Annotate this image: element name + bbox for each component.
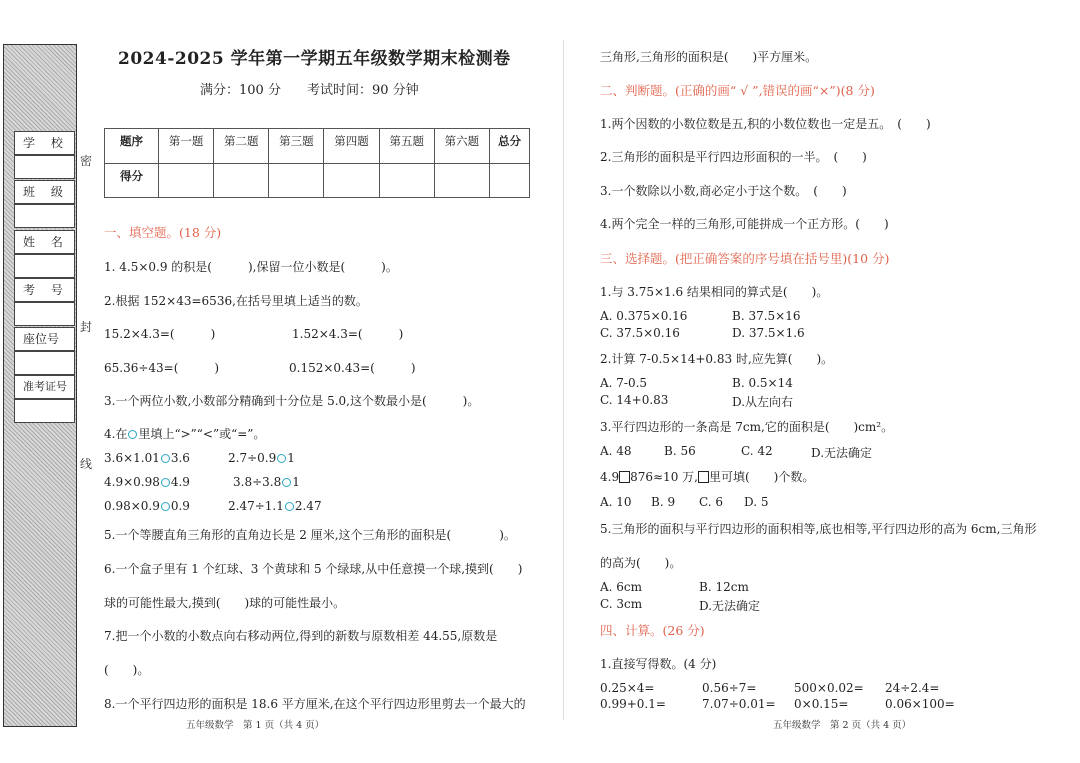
name-field[interactable] [14, 254, 75, 278]
choice-2-option-a: A. 7-0.5 [600, 376, 648, 390]
score-table-header-row [105, 129, 530, 164]
score-header-cell: 第五题 [379, 129, 434, 164]
compare-right: 3.6 [170, 451, 190, 465]
compare-left: 3.8÷3.8 [233, 475, 282, 489]
calc-1-heading: 1.直接写得数。(4 分) [600, 657, 717, 671]
compare-right: 1 [292, 475, 300, 489]
section-fill-blank-heading: 一、填空题。(18 分) [104, 225, 222, 240]
exam-number-field[interactable] [14, 302, 75, 326]
section-judge-heading: 二、判断题。(正确的画“ √ ”,错误的画“×”)(8 分) [600, 83, 875, 98]
score-table [104, 128, 530, 198]
choice-5-option-a: A. 6cm [600, 580, 643, 594]
calc-item: 0.25×4= [600, 681, 655, 695]
score-row-label: 得分 [105, 163, 159, 198]
binding-strip [3, 44, 77, 727]
choice-1-option-c: C. 37.5×0.16 [600, 326, 680, 340]
school-field[interactable] [14, 155, 75, 179]
question-2b: 1.52×4.3=( ) [292, 327, 404, 341]
judge-2: 2.三角形的面积是平行四边形面积的一半。 ( ) [600, 150, 867, 164]
choice-2: 2.计算 7-0.5×14+0.83 时,应先算( )。 [600, 352, 834, 366]
compare-item-4 [233, 475, 300, 489]
compare-item-5 [104, 499, 190, 513]
compare-circle-icon[interactable] [282, 478, 291, 487]
admission-field[interactable] [14, 399, 75, 423]
exam-subtitle: 满分：100 分 考试时间：90 分钟 [200, 83, 419, 98]
question-7-line1: 7.把一个小数的小数点向右移动两位,得到的新数与原数相差 44.55,原数是 [104, 629, 498, 643]
seal-char-xian: 线 [80, 457, 93, 471]
name-label: 姓 名 [14, 230, 75, 254]
compare-left: 2.7÷0.9 [228, 451, 277, 465]
question-8-continued: 三角形,三角形的面积是( )平方厘米。 [600, 50, 818, 64]
score-header-cell: 第一题 [159, 129, 214, 164]
choice-4-option-c: C. 6 [699, 495, 724, 509]
question-6-line2: 球的可能性最大,摸到( )球的可能性最小。 [104, 596, 346, 610]
choice-1-option-a: A. 0.375×0.16 [600, 309, 688, 323]
score-cell[interactable] [324, 163, 379, 198]
calc-item: 24÷2.4= [885, 681, 940, 695]
choice-3-option-c: C. 42 [741, 444, 773, 458]
judge-4: 4.两个完全一样的三角形,可能拼成一个正方形。( ) [600, 217, 889, 231]
question-6-line1: 6.一个盒子里有 1 个红球、3 个黄球和 5 个绿球,从中任意摸一个球,摸到( ) [104, 562, 523, 576]
page-footer-left: 五年级数学 第 1 页（共 4 页） [186, 720, 325, 731]
score-table-score-row [105, 163, 530, 198]
choice-5-option-b: B. 12cm [699, 580, 749, 594]
class-label: 班 级 [14, 180, 75, 204]
class-field[interactable] [14, 204, 75, 228]
compare-left: 4.9×0.98 [104, 475, 160, 489]
judge-1: 1.两个因数的小数位数是五,积的小数位数也一定是五。 ( ) [600, 117, 931, 131]
score-header-cell: 第六题 [434, 129, 489, 164]
question-2: 2.根据 152×43=6536,在括号里填上适当的数。 [104, 294, 368, 308]
compare-right: 4.9 [170, 475, 190, 489]
choice-3-option-a: A. 48 [600, 444, 632, 458]
question-8: 8.一个平行四边形的面积是 18.6 平方厘米,在这个平行四边形里剪去一个最大的 [104, 697, 526, 711]
score-header-cell: 题序 [105, 129, 159, 164]
question-3: 3.一个两位小数,小数部分精确到十分位是 5.0,这个数最小是( )。 [104, 394, 480, 408]
question-5: 5.一个等腰直角三角形的直角边长是 2 厘米,这个三角形的面积是( )。 [104, 528, 516, 542]
blank-box-icon [619, 471, 630, 483]
score-cell[interactable] [269, 163, 324, 198]
seat-field[interactable] [14, 351, 75, 375]
calc-item: 500×0.02= [794, 681, 864, 695]
seat-label: 座位号 [14, 327, 75, 351]
choice-5-line2: 的高为( )。 [600, 556, 682, 570]
calc-item: 0.56÷7= [702, 681, 757, 695]
choice-4 [600, 468, 814, 485]
section-choice-heading: 三、选择题。(把正确答案的序号填在括号里)(10 分) [600, 251, 890, 266]
compare-left: 0.98×0.9 [104, 499, 160, 513]
compare-circle-icon[interactable] [277, 454, 286, 463]
choice-1: 1.与 3.75×1.6 结果相同的算式是( )。 [600, 285, 829, 299]
choice-3: 3.平行四边形的一条高是 7cm,它的面积是( )cm²。 [600, 420, 894, 434]
compare-circle-icon[interactable] [161, 502, 170, 511]
blank-box-icon [698, 471, 709, 483]
choice-2-option-b: B. 0.5×14 [732, 376, 793, 390]
exam-number-label: 考 号 [14, 278, 75, 302]
compare-item-2 [228, 451, 295, 465]
compare-item-3 [104, 475, 190, 489]
compare-right: 1 [287, 451, 295, 465]
question-2d: 0.152×0.43=( ) [289, 361, 416, 375]
admission-label: 准考证号 [14, 375, 75, 399]
choice-2-option-c: C. 14+0.83 [600, 393, 669, 407]
score-cell[interactable] [434, 163, 489, 198]
compare-left: 3.6×1.01 [104, 451, 160, 465]
judge-3: 3.一个数除以小数,商必定小于这个数。 ( ) [600, 184, 847, 198]
choice-1-option-b: B. 37.5×16 [732, 309, 801, 323]
compare-item-1 [104, 451, 190, 465]
compare-circle-icon [128, 430, 137, 439]
question-4-rest: 里填上“>”“<”或“=”。 [138, 427, 266, 441]
compare-circle-icon[interactable] [161, 478, 170, 487]
column-divider [563, 40, 564, 720]
compare-left: 2.47÷1.1 [228, 499, 284, 513]
choice-4-option-b: B. 9 [651, 495, 676, 509]
score-cell[interactable] [490, 163, 530, 198]
score-cell[interactable] [214, 163, 269, 198]
score-header-cell: 第二题 [214, 129, 269, 164]
choice-2-option-d: D.从左向右 [732, 395, 794, 409]
choice-1-option-d: D. 37.5×1.6 [732, 326, 805, 340]
choice-4-mid: 876≈10 万, [630, 470, 698, 484]
question-2a: 15.2×4.3=( ) [104, 327, 216, 341]
section-calc-heading: 四、计算。(26 分) [600, 623, 705, 638]
exam-title: 2024-2025 学年第一学期五年级数学期末检测卷 [118, 49, 511, 69]
score-header-cell: 第四题 [324, 129, 379, 164]
choice-5-option-d: D.无法确定 [699, 599, 761, 613]
compare-circle-icon[interactable] [161, 454, 170, 463]
calc-item: 0.99+0.1= [600, 697, 666, 711]
choice-3-option-d: D.无法确定 [811, 446, 873, 460]
choice-3-option-b: B. 56 [664, 444, 696, 458]
question-1: 1. 4.5×0.9 的积是( ),保留一位小数是( )。 [104, 260, 398, 274]
score-header-cell: 总分 [490, 129, 530, 164]
seal-char-mi: 密 [80, 154, 93, 168]
choice-4-option-d: D. 5 [744, 495, 769, 509]
score-cell[interactable] [379, 163, 434, 198]
calc-item: 7.07÷0.01= [702, 697, 776, 711]
score-header-cell: 第三题 [269, 129, 324, 164]
school-label: 学 校 [14, 131, 75, 155]
question-7-line2: ( )。 [104, 663, 150, 677]
calc-item: 0×0.15= [794, 697, 849, 711]
compare-circle-icon[interactable] [285, 502, 294, 511]
compare-item-6 [228, 499, 322, 513]
page-footer-right: 五年级数学 第 2 页（共 4 页） [773, 720, 912, 731]
question-4-lead: 4.在 [104, 427, 128, 441]
question-2c: 65.36÷43=( ) [104, 361, 220, 375]
score-cell[interactable] [159, 163, 214, 198]
choice-4-option-a: A. 10 [600, 495, 632, 509]
calc-item: 0.06×100= [885, 697, 955, 711]
choice-5-line1: 5.三角形的面积与平行四边形的面积相等,底也相等,平行四边形的高为 6cm,三角形 [600, 522, 1037, 536]
compare-right: 2.47 [294, 499, 322, 513]
choice-4-lead: 4.9 [600, 470, 620, 484]
seal-char-feng: 封 [80, 320, 93, 334]
question-4 [104, 425, 265, 442]
compare-right: 0.9 [170, 499, 190, 513]
choice-5-option-c: C. 3cm [600, 597, 643, 611]
choice-4-rest: 里可填( )个数。 [708, 470, 815, 484]
